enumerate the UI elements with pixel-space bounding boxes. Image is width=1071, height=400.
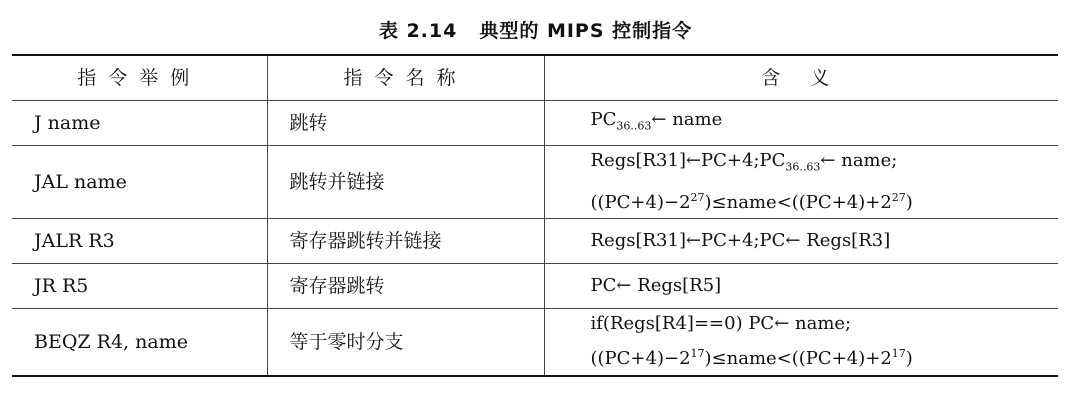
table-row (12, 218, 1058, 263)
instruction-example: JR R5 (12, 263, 267, 308)
instruction-example: JALR R3 (12, 218, 267, 263)
meaning-text: )≤name<((PC+4)+2 (704, 348, 892, 370)
meaning-line (591, 105, 1059, 142)
superscript: 17 (690, 347, 705, 361)
instruction-name: 跳转 (267, 101, 544, 146)
meaning-line (591, 183, 1059, 218)
superscript: 27 (891, 190, 906, 204)
meaning-text: ((PC+4)−2 (590, 191, 691, 213)
instruction-meaning (544, 146, 1058, 219)
meaning-text: ) (905, 348, 913, 370)
instruction-meaning (544, 308, 1058, 376)
header-name: 指令名称 (267, 55, 544, 101)
meaning-text: Regs[R31]←PC+4;PC← Regs[R3] (590, 229, 891, 251)
instruction-example: BEQZ R4, name (12, 308, 267, 376)
instruction-meaning (544, 218, 1058, 263)
instruction-example: J name (12, 101, 267, 146)
meaning-text: Regs[R31]←PC+4;PC (590, 150, 786, 171)
header-example: 指令举例 (12, 55, 267, 101)
meaning-line (591, 226, 1059, 256)
instruction-example: JAL name (12, 146, 267, 219)
instruction-meaning (544, 263, 1058, 308)
meaning-text: PC (590, 108, 617, 130)
meaning-text: )≤name<((PC+4)+2 (704, 191, 892, 213)
table-row (12, 101, 1058, 146)
header-meaning: 含 义 (544, 55, 1058, 101)
subscript: 36..63 (616, 119, 652, 133)
instruction-meaning (544, 101, 1058, 146)
table-title: 典型的 MIPS 控制指令 (479, 20, 693, 42)
meaning-text: ← name (651, 108, 723, 130)
table-header-row (12, 55, 1058, 101)
meaning-line (591, 271, 1059, 301)
table-caption (0, 16, 1071, 43)
instruction-name: 寄存器跳转并链接 (267, 218, 544, 263)
mips-control-instructions-table (12, 54, 1058, 377)
superscript: 27 (690, 190, 705, 204)
subscript: 36..63 (785, 160, 821, 174)
meaning-text: ) (905, 191, 913, 213)
instruction-name: 寄存器跳转 (267, 263, 544, 308)
meaning-line (591, 309, 1059, 339)
instruction-name: 等于零时分支 (267, 308, 544, 376)
table-row (12, 263, 1058, 308)
table-row (12, 146, 1058, 219)
instruction-name: 跳转并链接 (267, 146, 544, 219)
meaning-text: ← name; (820, 150, 898, 171)
meaning-line (591, 339, 1059, 374)
meaning-text: ((PC+4)−2 (590, 348, 691, 370)
table-row (12, 308, 1058, 376)
meaning-text: PC← Regs[R5] (590, 274, 722, 296)
meaning-line (591, 146, 1059, 183)
superscript: 17 (891, 347, 906, 361)
meaning-text: if(Regs[R4]==0) PC← name; (590, 313, 852, 335)
table-number: 表 2.14 (378, 20, 458, 42)
